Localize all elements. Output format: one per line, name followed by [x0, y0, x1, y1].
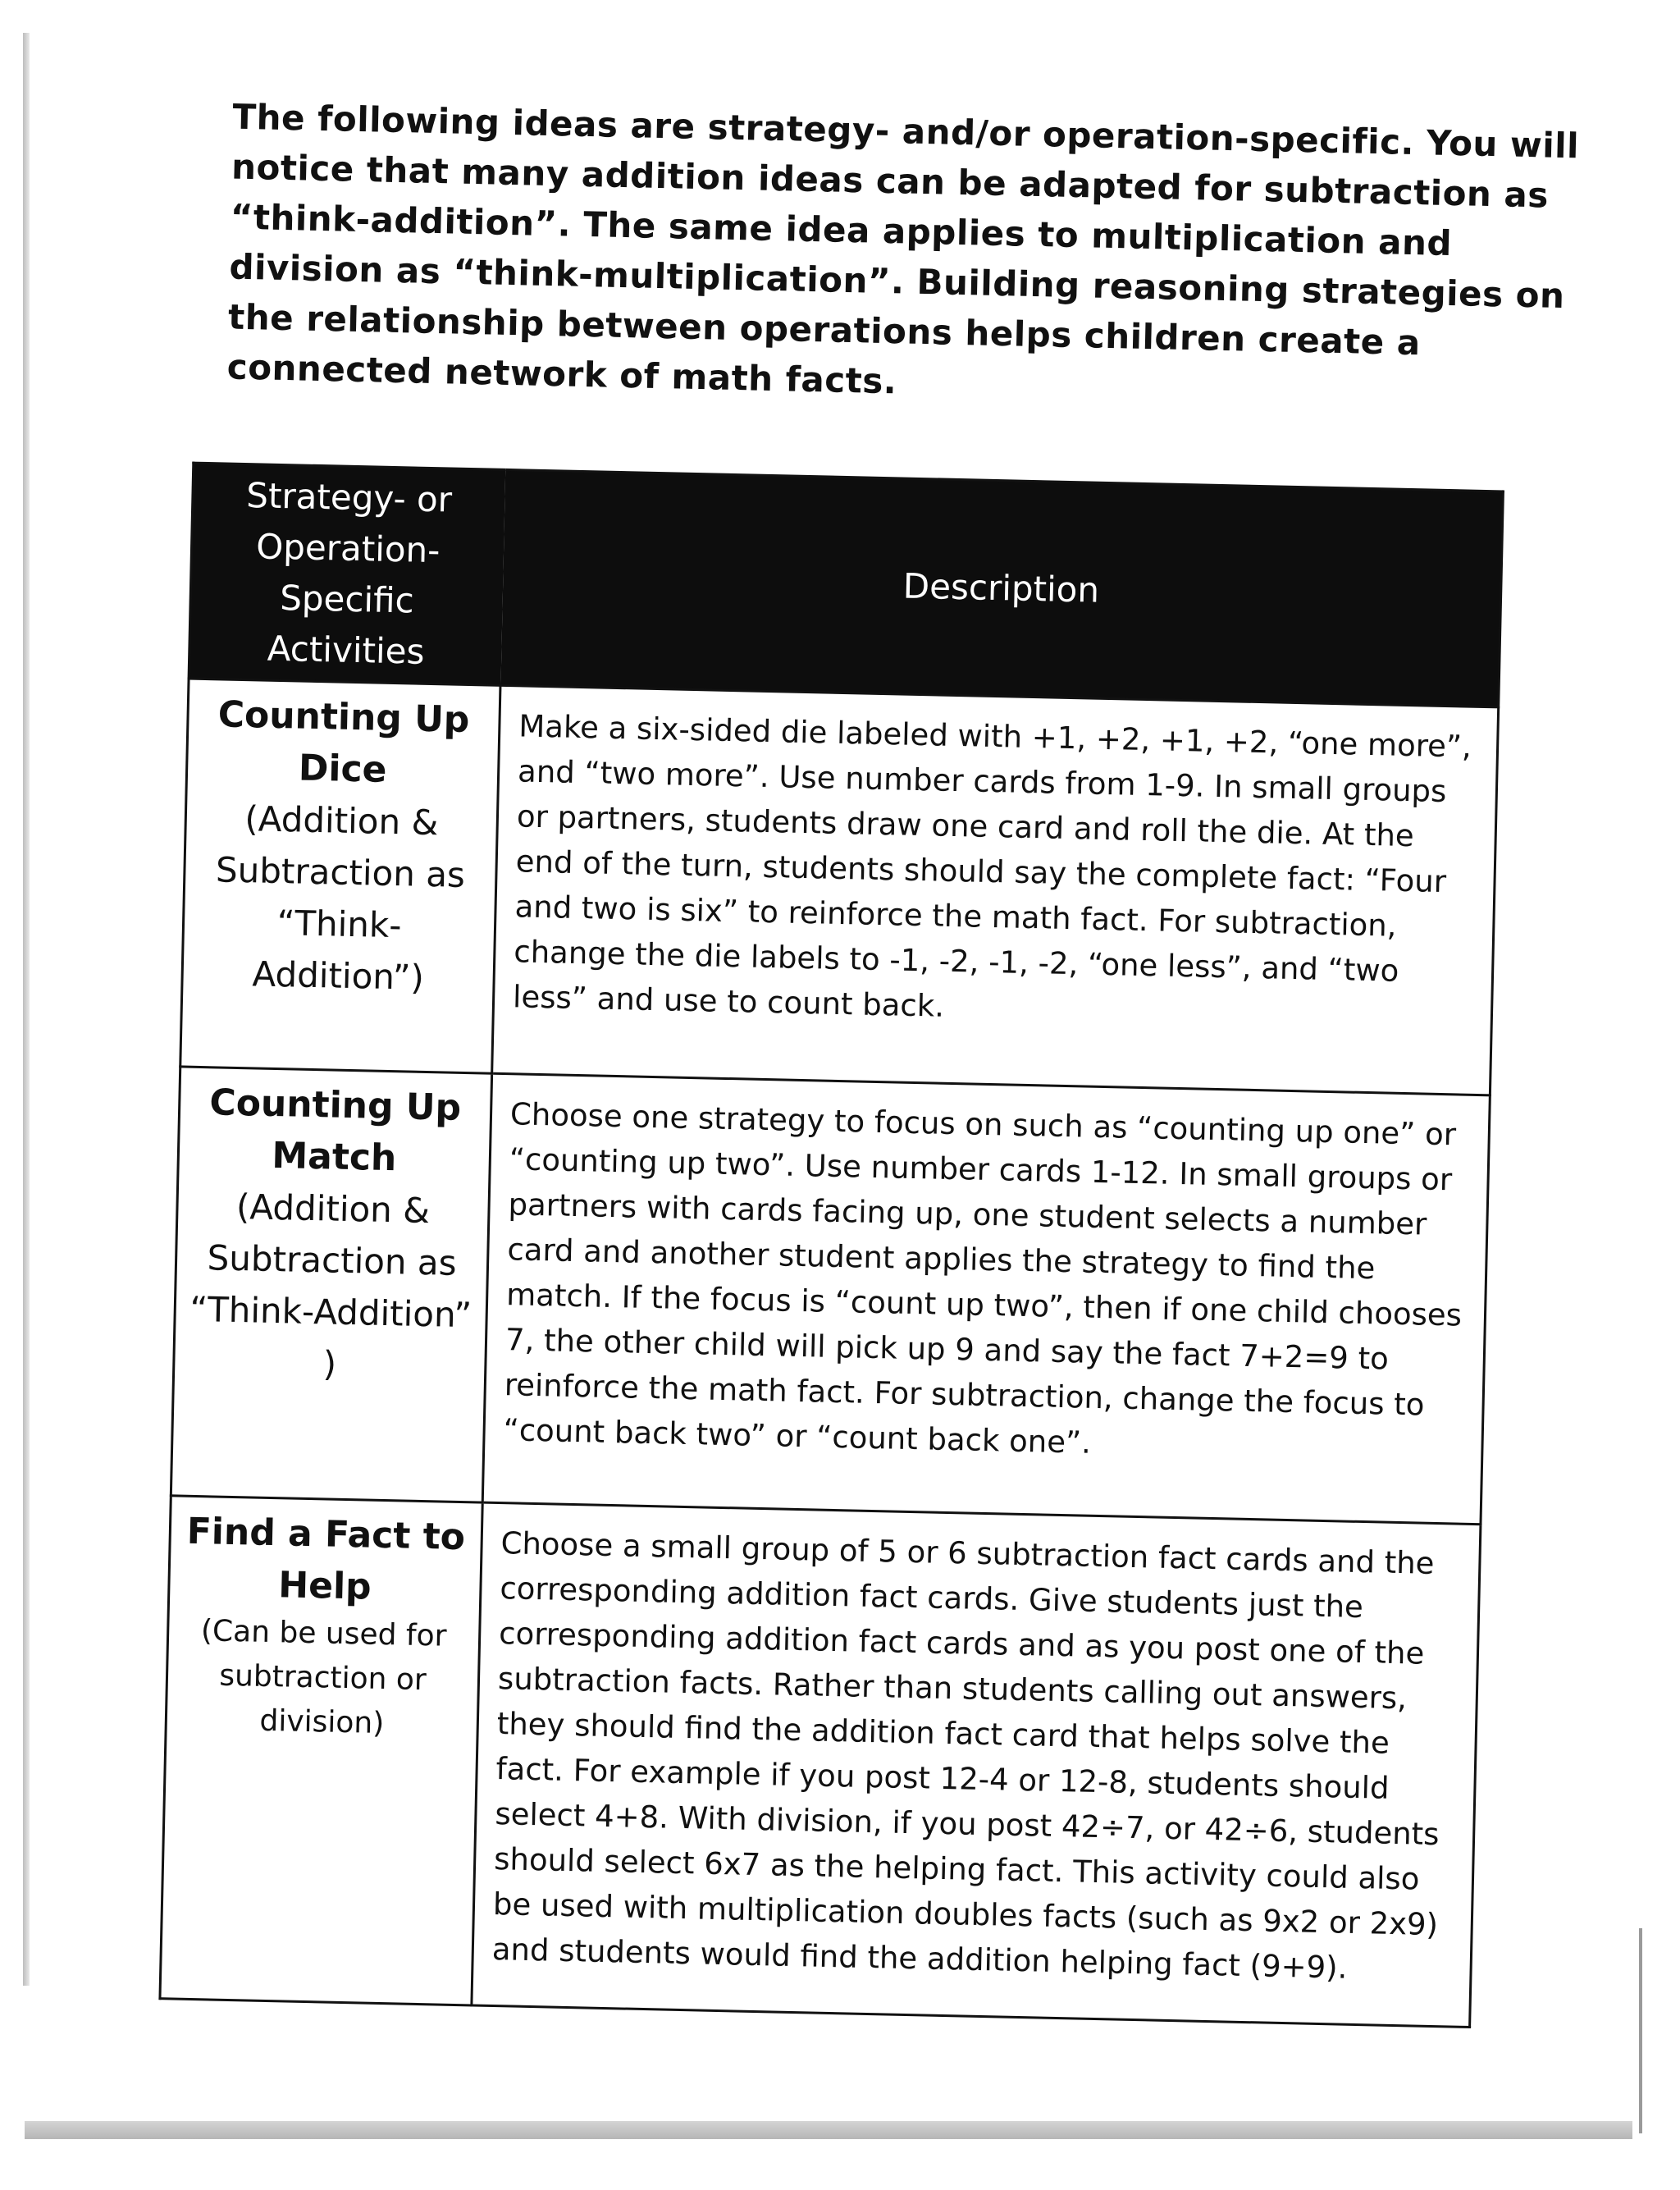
activity-cell: [171, 1067, 491, 1502]
header-description: Description: [500, 469, 1503, 706]
description-cell: Make a six-sided die labeled with +1, +2, +1, +2, “one more”, and “two more”. Use number cards from 1-9. In small groups or partners, students draw one card and roll the die. At the end of the turn, students should say the complete fact: “Four and two is six” to reinforce the math fact. For subtraction, change the die labels to -1, -2, -1, -2, “one less”, and “two less” and use to count back.: [492, 685, 1499, 1095]
table-row: [180, 679, 1499, 1095]
table-row: [160, 1496, 1481, 2028]
activity-subtitle: (Can be used for subtraction or division): [200, 1614, 447, 1741]
description-cell: Choose a small group of 5 or 6 subtraction fact cards and the corresponding addition fact cards. Give students just the corresponding addition fact cards and as you post one of the subtraction facts. Rather than students calling out answers, they should find the addition fact card that helps solve the fact. For example if you post 12-4 or 12-8, students should select 4+8. With division, if you post 42÷7, or 42÷6, students should select 6x7 as the helping fact. This activity could also be used with multiplication doubles facts (such as 9x2 or 2x9) and students would find the addition helping fact (9+9).: [472, 1502, 1481, 2027]
activity-title: Counting Up Dice: [217, 693, 470, 791]
activity-title: Counting Up Match: [208, 1081, 462, 1180]
activity-cell: [160, 1496, 482, 2005]
activity-subtitle: (Addition & Subtraction as “Think-Addition” ): [189, 1186, 472, 1384]
activity-subtitle: (Addition & Subtraction as “Think-Addition”): [215, 798, 466, 998]
activity-cell: [180, 679, 500, 1073]
table-header-row: [189, 463, 1503, 707]
strategy-table: [158, 462, 1504, 2028]
intro-paragraph: The following ideas are strategy- and/or operation-specific. You will notice that many addition ideas can be adapted for subtraction as “think-addition”. The same idea applies to multiplication and division as “think-multiplication”. Building reasoning strategies on the relationship between operations helps children create a connected network of math facts.: [226, 96, 1580, 402]
header-activities: Strategy- or Operation-Specific Activities: [189, 463, 505, 685]
description-cell: Choose one strategy to focus on such as “counting up one” or “counting up two”. Use number cards 1-12. In small groups or partners with cards facing up, one student selects a number card and another student applies the strategy to find the match. If the focus is “count up two”, then if one child chooses 7, the other child will pick up 9 and say the fact 7+2=9 to reinforce the math fact. For subtraction, change the focus to “count back two” or “count back one”.: [482, 1073, 1490, 1524]
table-row: [171, 1067, 1490, 1525]
activity-title: Find a Fact to Help: [186, 1510, 466, 1608]
